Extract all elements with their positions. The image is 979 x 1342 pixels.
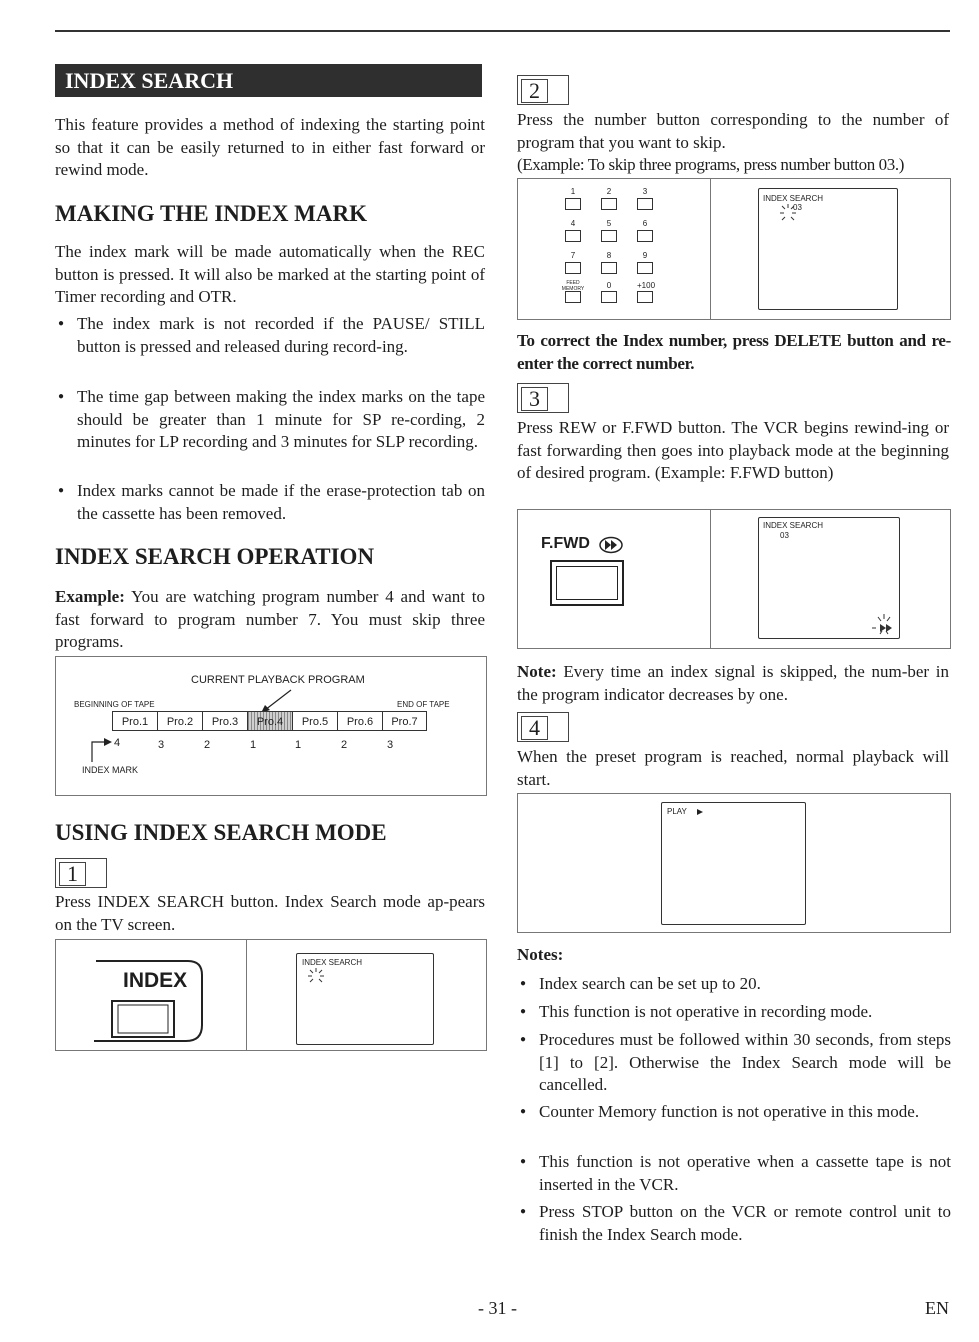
step-4-badge [517, 712, 569, 742]
index-mark-arrow [86, 734, 114, 764]
step-2-badge [517, 75, 569, 105]
end-label: END OF TAPE [397, 700, 450, 709]
screen-label: INDEX SEARCH [763, 521, 824, 530]
key-5[interactable] [601, 230, 617, 242]
key-label: 5 [606, 219, 612, 228]
current-program-label: CURRENT PLAYBACK PROGRAM [191, 674, 365, 686]
note-item: ● This function is not operative in recording mode. [517, 1001, 951, 1024]
example-text: You are watching program number 4 and want to fast forward to program number 7. You must skip three programs. [55, 587, 485, 651]
mark-count: 4 [114, 737, 121, 749]
note-item: ● Procedures must be followed within 30 seconds, from steps [1] to [2]. Otherwise the Index Search mode will be cancelled. [517, 1029, 951, 1097]
using-title: USING INDEX SEARCH MODE [55, 820, 387, 845]
key-label: 1 [570, 187, 576, 196]
note-text: Every time an index signal is skipped, the num-ber in the program indicator decreases by one. [517, 662, 949, 704]
key-6[interactable] [637, 230, 653, 242]
step-3-text: Press REW or F.FWD button. The VCR begins rewind-ing or fast forwarding then goes into playback mode at the beginning of desired program. (Example: F.FWD button) [517, 418, 949, 482]
screen-label: INDEX SEARCH [763, 194, 824, 203]
key-label: FEED MEMORY [561, 280, 585, 292]
note-item: ● Counter Memory function is not operative in this mode. [517, 1101, 951, 1124]
note-item: ● This function is not operative when a cassette tape is not inserted in the VCR. [517, 1151, 951, 1196]
divider [246, 939, 247, 1051]
key-label: 4 [570, 219, 576, 228]
ffwd-button[interactable] [550, 560, 624, 606]
program-cell: Pro.5 [292, 711, 337, 731]
note-label: Note: [517, 662, 557, 681]
note-item: ● Index search can be set up to 20. [517, 973, 951, 996]
play-icon [696, 808, 704, 816]
section-header: INDEX SEARCH [55, 64, 482, 97]
screen-value: 03 [793, 203, 802, 212]
ffwd-indicator-icon [866, 612, 900, 638]
key-2[interactable] [601, 198, 617, 210]
step-2-text: Press the number button corresponding to the number of program that you want to skip. [517, 110, 949, 152]
program-cell: Pro.1 [112, 711, 157, 731]
ffwd-button-inner [556, 566, 618, 600]
making-title: MAKING THE INDEX MARK [55, 201, 368, 226]
step-3-badge [517, 383, 569, 413]
key-feed-memory[interactable] [565, 291, 581, 303]
key-label: 7 [570, 251, 576, 260]
notes-title: Notes: [517, 945, 564, 964]
language-code: EN [925, 1298, 949, 1318]
program-cell-current: Pro.4 [247, 711, 292, 731]
step-4-text: When the preset program is reached, normal playback will start. [517, 747, 949, 789]
program-cell: Pro.2 [157, 711, 202, 731]
key-label: 8 [606, 251, 612, 260]
screen-label: INDEX SEARCH [302, 958, 363, 967]
key-9[interactable] [637, 262, 653, 274]
tv-screen [661, 802, 806, 925]
making-bullet: ● The index mark is not recorded if the PAUSE/ STILL button is pressed and released during record-ing. [55, 313, 485, 358]
key-4[interactable] [565, 230, 581, 242]
mark-count: 2 [204, 739, 211, 751]
beginning-label: BEGINNING OF TAPE [74, 700, 155, 709]
intro-text: This feature provides a method of indexing the starting point so that it can be easily returned to in either fast forward or rewind mode. [55, 115, 485, 179]
step-3-note [517, 661, 949, 706]
mark-count: 3 [158, 739, 165, 751]
divider [710, 178, 711, 320]
index-mark-label: INDEX MARK [82, 765, 139, 775]
key-label: 2 [606, 187, 612, 196]
step-number: 3 [521, 387, 548, 411]
page-number: - 31 - [478, 1298, 517, 1318]
step-1-text: Press INDEX SEARCH button. Index Search mode ap-pears on the TV screen. [55, 892, 485, 934]
step-number: 1 [59, 862, 86, 886]
key-label: 6 [642, 219, 648, 228]
program-cell: Pro.7 [382, 711, 427, 731]
key-7[interactable] [565, 262, 581, 274]
key-1[interactable] [565, 198, 581, 210]
key-label: 9 [642, 251, 648, 260]
ffwd-button-label: F.FWD [541, 535, 590, 552]
step-number: 4 [521, 716, 548, 740]
mark-count: 1 [250, 739, 257, 751]
note-item: ● Press STOP button on the VCR or remote control unit to finish the Index Search mode. [517, 1201, 951, 1246]
mark-count: 1 [295, 739, 302, 751]
screen-value: 03 [780, 531, 789, 540]
step-1-badge [55, 858, 107, 888]
program-cell: Pro.3 [202, 711, 247, 731]
mark-count: 2 [341, 739, 348, 751]
key-label: +100 [637, 281, 656, 290]
example-label: Example: [55, 587, 125, 606]
screen-label: PLAY [667, 807, 687, 816]
blink-icon [304, 966, 328, 986]
key-plus100[interactable] [637, 291, 653, 303]
operation-example [55, 586, 485, 654]
fast-forward-icon [598, 536, 624, 554]
key-label: 3 [642, 187, 648, 196]
index-button-label: INDEX [123, 969, 188, 992]
mark-count: 3 [387, 739, 394, 751]
key-3[interactable] [637, 198, 653, 210]
operation-title: INDEX SEARCH OPERATION [55, 544, 375, 569]
step-2-example: (Example: To skip three programs, press number button 03.) [517, 155, 904, 174]
key-label: 0 [606, 281, 612, 290]
making-bullet: ● The time gap between making the index marks on the tape should be greater than 1 minute for SP re-cording, 2 minutes for LP recording and 3 minutes for SLP recording. [55, 386, 485, 454]
divider [710, 509, 711, 649]
key-8[interactable] [601, 262, 617, 274]
making-bullet: ● Index marks cannot be made if the erase-protection tab on the cassette has been removed. [55, 480, 485, 525]
program-strip [112, 711, 427, 731]
top-rule [55, 30, 950, 32]
making-text: The index mark will be made automatically when the REC button is pressed. It will also be marked at the starting point of Timer recording and OTR. [55, 242, 485, 306]
step-number: 2 [521, 79, 548, 103]
blink-icon [776, 202, 800, 224]
key-0[interactable] [601, 291, 617, 303]
correct-instruction: To correct the Index number, press DELETE button and re-enter the correct number. [517, 331, 951, 373]
program-cell: Pro.6 [337, 711, 382, 731]
